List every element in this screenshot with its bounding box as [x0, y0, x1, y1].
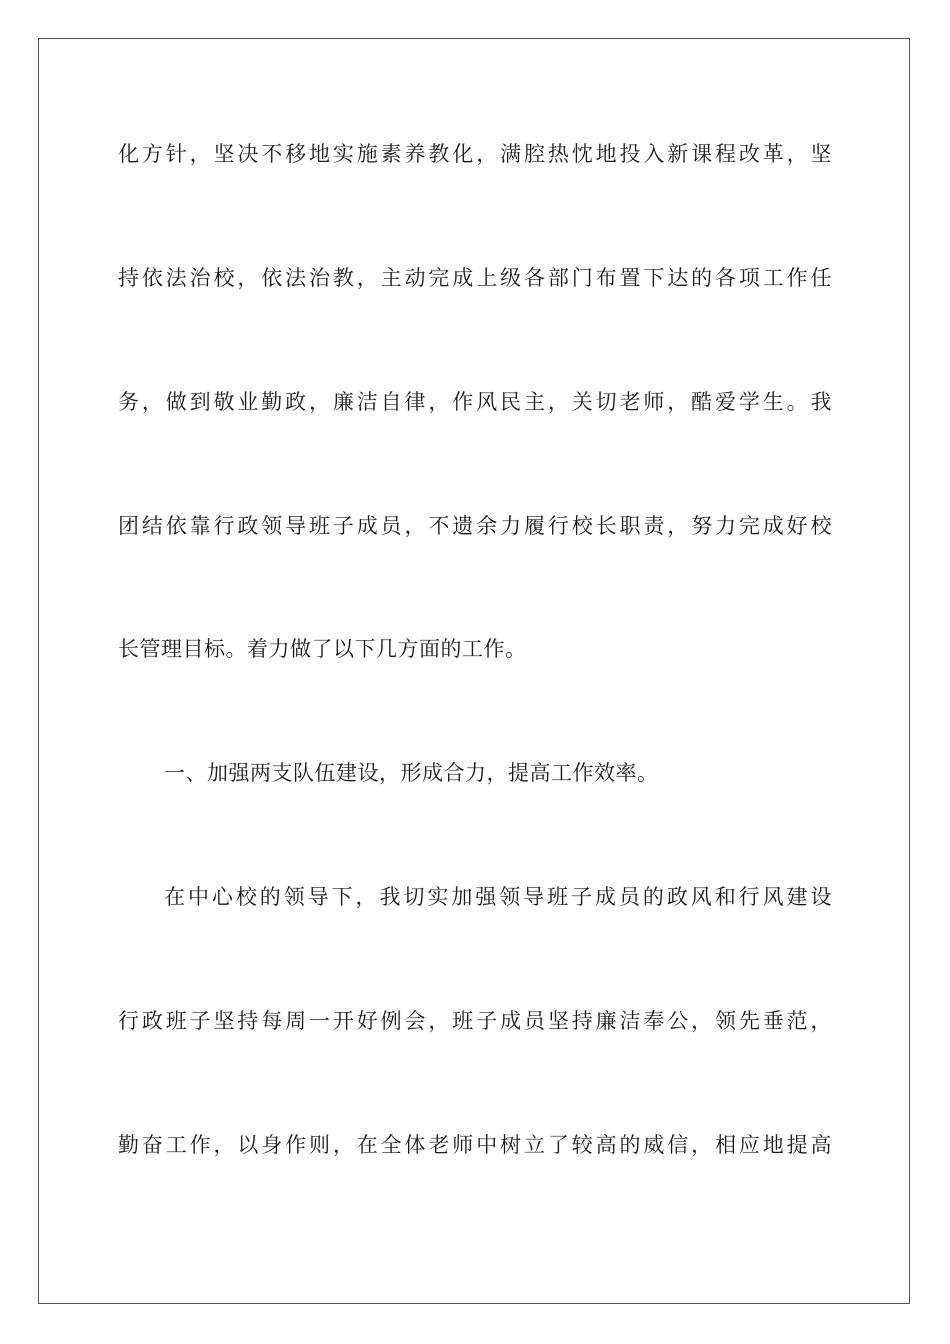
- paragraph-line-4: 团结依靠行政领导班子成员，不遗余力履行校长职责，努力完成好校: [118, 514, 832, 538]
- page-border: [38, 38, 910, 1304]
- paragraph-line-9: 勤奋工作，以身作则，在全体老师中树立了较高的威信，相应地提高: [118, 1133, 832, 1157]
- paragraph-line-5: 长管理目标。着力做了以下几方面的工作。: [118, 637, 527, 661]
- paragraph-line-1: 化方针，坚决不移地实施素养教化，满腔热忱地投入新课程改革，坚: [118, 142, 832, 166]
- paragraph-line-2: 持依法治校，依法治教，主动完成上级各部门布置下达的各项工作任: [118, 266, 832, 290]
- paragraph-line-3: 务，做到敬业勤政，廉洁自律，作风民主，关切老师，酷爱学生。我: [118, 390, 832, 414]
- paragraph-line-7: 在中心校的领导下，我切实加强领导班子成员的政风和行风建设: [164, 885, 832, 909]
- section-heading: 一、加强两支队伍建设，形成合力，提高工作效率。: [164, 761, 659, 785]
- paragraph-line-8: 行政班子坚持每周一开好例会，班子成员坚持廉洁奉公，领先垂范，: [118, 1009, 832, 1033]
